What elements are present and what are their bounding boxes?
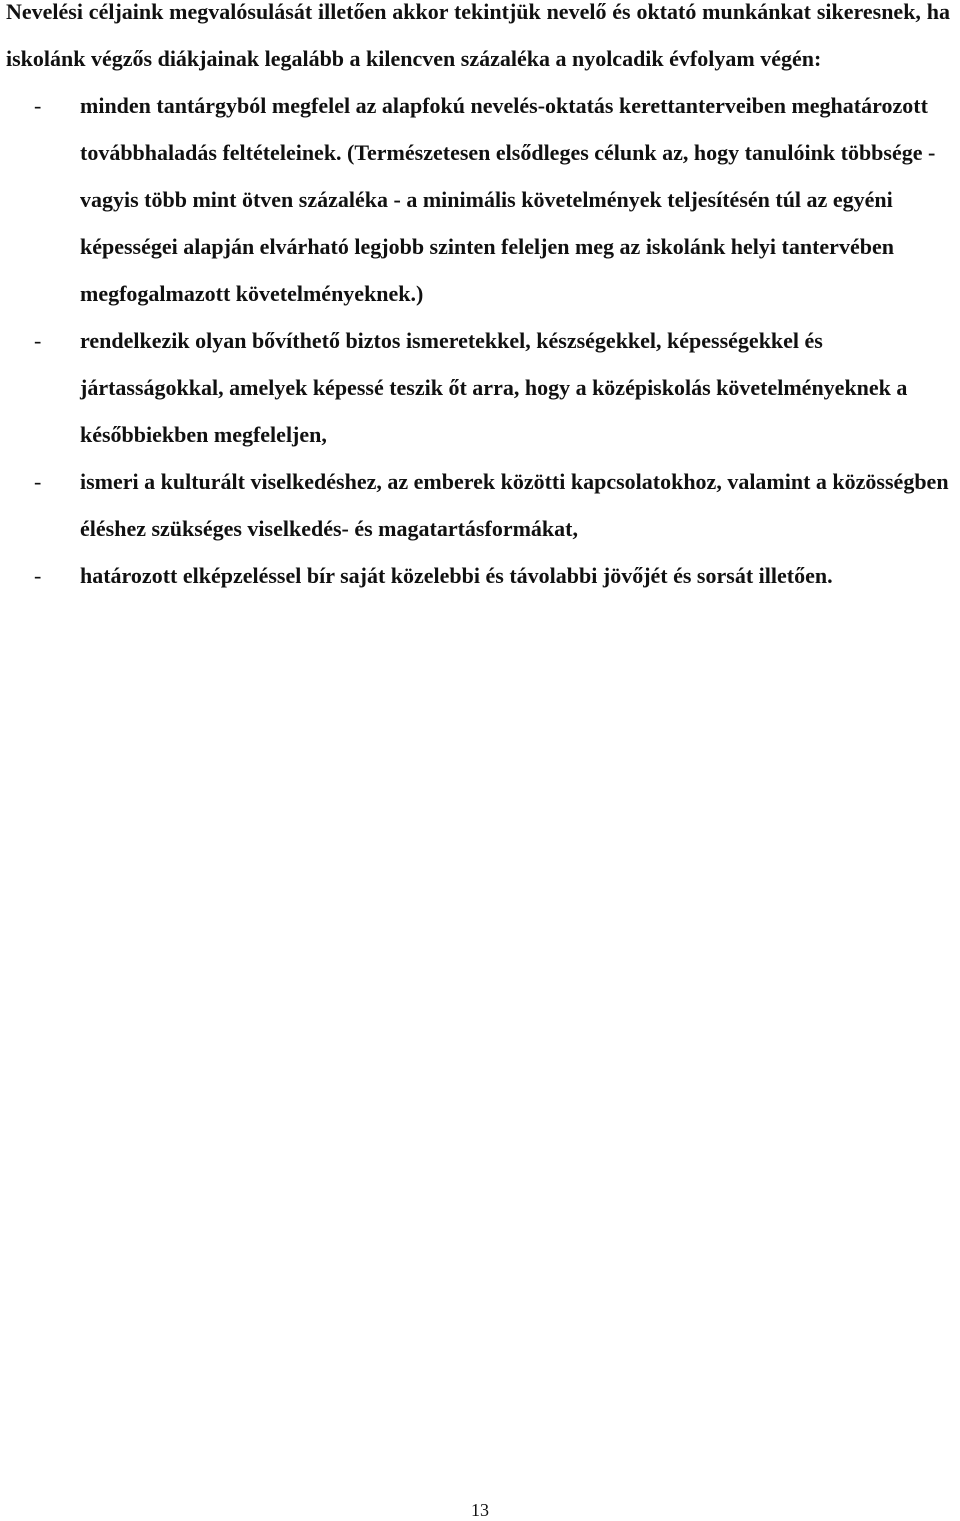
document-body: [6, 0, 950, 599]
list-item: [6, 317, 950, 458]
goal-list: [6, 82, 950, 599]
list-item-text: rendelkezik olyan bővíthető biztos ismeretekkel, készségekkel, képességekkel és jártasságokkal, amelyek képessé teszik őt arra, hogy a középiskolás követelményeknek a későbbiekben megfeleljen,: [80, 328, 908, 447]
list-item: [6, 82, 950, 317]
bullet-dash: -: [34, 328, 42, 353]
list-item: [6, 552, 950, 599]
list-item-text: minden tantárgyból megfelel az alapfokú nevelés-oktatás kerettanterveiben meghatározott továbbhaladás feltételeinek. (Természetesen elsődleges célunk az, hogy tanulóink többsége - vagyis több mint ötven százaléka - a minimális követelmények teljesítésén túl az egyéni képességei alapján elvárható legjobb szinten feleljen meg az iskolánk helyi tantervében megfogalmazott követelményeknek.): [80, 93, 936, 306]
bullet-dash: -: [34, 469, 42, 494]
bullet-dash: -: [34, 93, 42, 118]
bullet-dash: -: [34, 563, 42, 588]
list-item: [6, 458, 950, 552]
intro-paragraph: Nevelési céljaink megvalósulását illetően akkor tekintjük nevelő és oktató munkánkat sikeresnek, ha iskolánk végzős diákjainak legalább a kilencven százaléka a nyolcadik évfolyam végén:: [6, 0, 950, 71]
page-number: 13: [471, 1500, 489, 1520]
list-item-text: ismeri a kulturált viselkedéshez, az emberek közötti kapcsolatokhoz, valamint a közösségben éléshez szükséges viselkedés- és magatartásformákat,: [80, 469, 949, 541]
list-item-text: határozott elképzeléssel bír saját közelebbi és távolabbi jövőjét és sorsát illetően.: [80, 563, 833, 588]
